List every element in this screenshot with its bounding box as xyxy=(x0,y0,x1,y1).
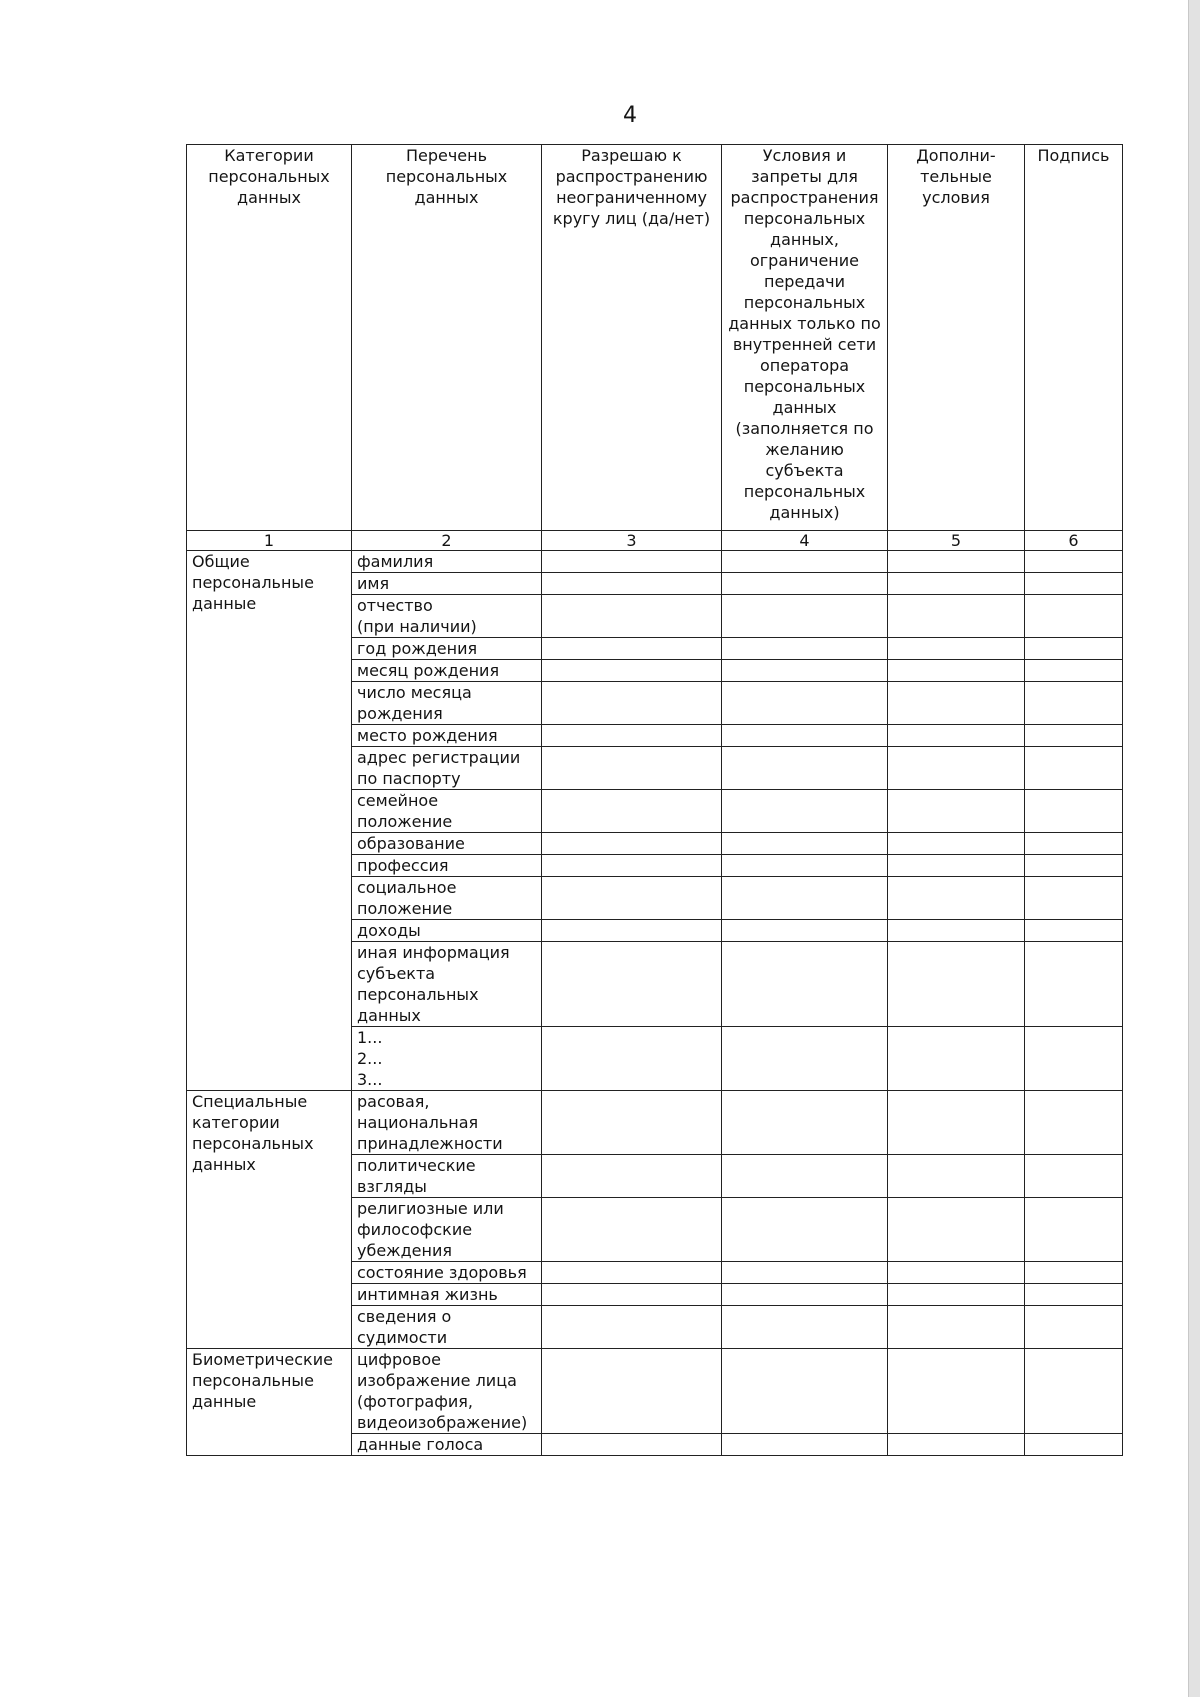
empty-fill-cell xyxy=(1025,1027,1123,1091)
empty-fill-cell xyxy=(542,660,722,682)
empty-fill-cell xyxy=(1025,1434,1123,1456)
empty-fill-cell xyxy=(888,1198,1025,1262)
column-number-row xyxy=(187,531,1123,551)
header-cell-signature: Подпись xyxy=(1025,145,1123,531)
data-item-cell: число месяца рождения xyxy=(352,682,542,725)
empty-fill-cell xyxy=(542,638,722,660)
data-item-cell: место рождения xyxy=(352,725,542,747)
empty-fill-cell xyxy=(1025,1198,1123,1262)
table-body xyxy=(187,551,1123,1456)
data-item-cell: 1... 2... 3... xyxy=(352,1027,542,1091)
empty-fill-cell xyxy=(722,1262,888,1284)
empty-fill-cell xyxy=(542,1349,722,1434)
empty-fill-cell xyxy=(1025,725,1123,747)
empty-fill-cell xyxy=(888,1155,1025,1198)
empty-fill-cell xyxy=(722,660,888,682)
empty-fill-cell xyxy=(1025,1155,1123,1198)
table-row xyxy=(187,1091,1123,1155)
empty-fill-cell xyxy=(1025,660,1123,682)
empty-fill-cell xyxy=(1025,1306,1123,1349)
empty-fill-cell xyxy=(1025,855,1123,877)
data-item-cell: семейное положение xyxy=(352,790,542,833)
column-number: 5 xyxy=(888,531,1025,551)
data-item-cell: сведения о судимости xyxy=(352,1306,542,1349)
empty-fill-cell xyxy=(722,1198,888,1262)
empty-fill-cell xyxy=(542,682,722,725)
empty-fill-cell xyxy=(888,1306,1025,1349)
empty-fill-cell xyxy=(542,1198,722,1262)
empty-fill-cell xyxy=(722,877,888,920)
empty-fill-cell xyxy=(722,1349,888,1434)
data-item-cell: фамилия xyxy=(352,551,542,573)
data-item-cell: образование xyxy=(352,833,542,855)
empty-fill-cell xyxy=(888,725,1025,747)
empty-fill-cell xyxy=(722,1091,888,1155)
empty-fill-cell xyxy=(1025,1091,1123,1155)
empty-fill-cell xyxy=(888,747,1025,790)
empty-fill-cell xyxy=(888,1091,1025,1155)
empty-fill-cell xyxy=(888,573,1025,595)
empty-fill-cell xyxy=(722,638,888,660)
empty-fill-cell xyxy=(542,551,722,573)
empty-fill-cell xyxy=(888,833,1025,855)
header-row xyxy=(187,145,1123,531)
empty-fill-cell xyxy=(542,1027,722,1091)
empty-fill-cell xyxy=(722,1284,888,1306)
empty-fill-cell xyxy=(542,747,722,790)
empty-fill-cell xyxy=(722,747,888,790)
empty-fill-cell xyxy=(722,551,888,573)
empty-fill-cell xyxy=(1025,942,1123,1027)
empty-fill-cell xyxy=(888,660,1025,682)
empty-fill-cell xyxy=(722,1434,888,1456)
empty-fill-cell xyxy=(722,1155,888,1198)
empty-fill-cell xyxy=(542,855,722,877)
empty-fill-cell xyxy=(542,942,722,1027)
page-number: 4 xyxy=(623,103,637,128)
empty-fill-cell xyxy=(542,1284,722,1306)
empty-fill-cell xyxy=(888,682,1025,725)
data-item-cell: доходы xyxy=(352,920,542,942)
data-item-cell: год рождения xyxy=(352,638,542,660)
empty-fill-cell xyxy=(888,1262,1025,1284)
empty-fill-cell xyxy=(722,942,888,1027)
empty-fill-cell xyxy=(1025,551,1123,573)
empty-fill-cell xyxy=(888,1349,1025,1434)
column-number: 4 xyxy=(722,531,888,551)
empty-fill-cell xyxy=(1025,833,1123,855)
empty-fill-cell xyxy=(542,573,722,595)
empty-fill-cell xyxy=(542,1262,722,1284)
header-cell-categories: Категории персональных данных xyxy=(187,145,352,531)
data-item-cell: данные голоса xyxy=(352,1434,542,1456)
column-number: 6 xyxy=(1025,531,1123,551)
empty-fill-cell xyxy=(542,1155,722,1198)
category-cell: Общие персональные данные xyxy=(187,551,352,1091)
data-item-cell: социальное положение xyxy=(352,877,542,920)
empty-fill-cell xyxy=(888,551,1025,573)
empty-fill-cell xyxy=(1025,920,1123,942)
empty-fill-cell xyxy=(542,920,722,942)
empty-fill-cell xyxy=(1025,595,1123,638)
empty-fill-cell xyxy=(888,920,1025,942)
empty-fill-cell xyxy=(722,573,888,595)
empty-fill-cell xyxy=(722,1306,888,1349)
empty-fill-cell xyxy=(888,942,1025,1027)
data-item-cell: месяц рождения xyxy=(352,660,542,682)
data-item-cell: расовая, национальная принадлежности xyxy=(352,1091,542,1155)
empty-fill-cell xyxy=(722,833,888,855)
empty-fill-cell xyxy=(1025,638,1123,660)
header-cell-additional: Дополни-тельные условия xyxy=(888,145,1025,531)
empty-fill-cell xyxy=(542,595,722,638)
empty-fill-cell xyxy=(1025,790,1123,833)
empty-fill-cell xyxy=(888,1434,1025,1456)
data-item-cell: профессия xyxy=(352,855,542,877)
header-cell-list: Перечень персональных данных xyxy=(352,145,542,531)
empty-fill-cell xyxy=(1025,682,1123,725)
consent-table xyxy=(186,144,1123,1456)
category-cell: Биометрические персональные данные xyxy=(187,1349,352,1456)
empty-fill-cell xyxy=(888,855,1025,877)
empty-fill-cell xyxy=(1025,747,1123,790)
empty-fill-cell xyxy=(542,833,722,855)
empty-fill-cell xyxy=(1025,573,1123,595)
empty-fill-cell xyxy=(1025,1262,1123,1284)
data-item-cell: адрес регистрации по паспорту xyxy=(352,747,542,790)
empty-fill-cell xyxy=(542,725,722,747)
empty-fill-cell xyxy=(888,595,1025,638)
data-item-cell: иная информация субъекта персональных данных xyxy=(352,942,542,1027)
data-item-cell: цифровое изображение лица (фотография, видеоизображение) xyxy=(352,1349,542,1434)
table-row xyxy=(187,1349,1123,1434)
empty-fill-cell xyxy=(722,790,888,833)
header-cell-conditions: Условия и запреты для распространения персональных данных, ограничение передачи персональных данных только по внутренней сети оператора персональных данных (заполняется по желанию субъекта персональных данных) xyxy=(722,145,888,531)
empty-fill-cell xyxy=(722,855,888,877)
empty-fill-cell xyxy=(542,877,722,920)
empty-fill-cell xyxy=(1025,1284,1123,1306)
table-row xyxy=(187,551,1123,573)
empty-fill-cell xyxy=(888,790,1025,833)
data-item-cell: состояние здоровья xyxy=(352,1262,542,1284)
empty-fill-cell xyxy=(722,595,888,638)
data-item-cell: религиозные или философские убеждения xyxy=(352,1198,542,1262)
empty-fill-cell xyxy=(542,790,722,833)
empty-fill-cell xyxy=(888,638,1025,660)
empty-fill-cell xyxy=(888,877,1025,920)
empty-fill-cell xyxy=(542,1306,722,1349)
empty-fill-cell xyxy=(1025,877,1123,920)
empty-fill-cell xyxy=(722,920,888,942)
empty-fill-cell xyxy=(542,1091,722,1155)
empty-fill-cell xyxy=(888,1284,1025,1306)
empty-fill-cell xyxy=(1025,1349,1123,1434)
column-number: 3 xyxy=(542,531,722,551)
empty-fill-cell xyxy=(542,1434,722,1456)
column-number: 1 xyxy=(187,531,352,551)
category-cell: Специальные категории персональных данных xyxy=(187,1091,352,1349)
header-cell-permission: Разрешаю к распространению неограниченному кругу лиц (да/нет) xyxy=(542,145,722,531)
data-item-cell: интимная жизнь xyxy=(352,1284,542,1306)
empty-fill-cell xyxy=(722,1027,888,1091)
empty-fill-cell xyxy=(722,725,888,747)
column-number: 2 xyxy=(352,531,542,551)
data-item-cell: политические взгляды xyxy=(352,1155,542,1198)
data-item-cell: отчество (при наличии) xyxy=(352,595,542,638)
empty-fill-cell xyxy=(722,682,888,725)
empty-fill-cell xyxy=(888,1027,1025,1091)
data-item-cell: имя xyxy=(352,573,542,595)
